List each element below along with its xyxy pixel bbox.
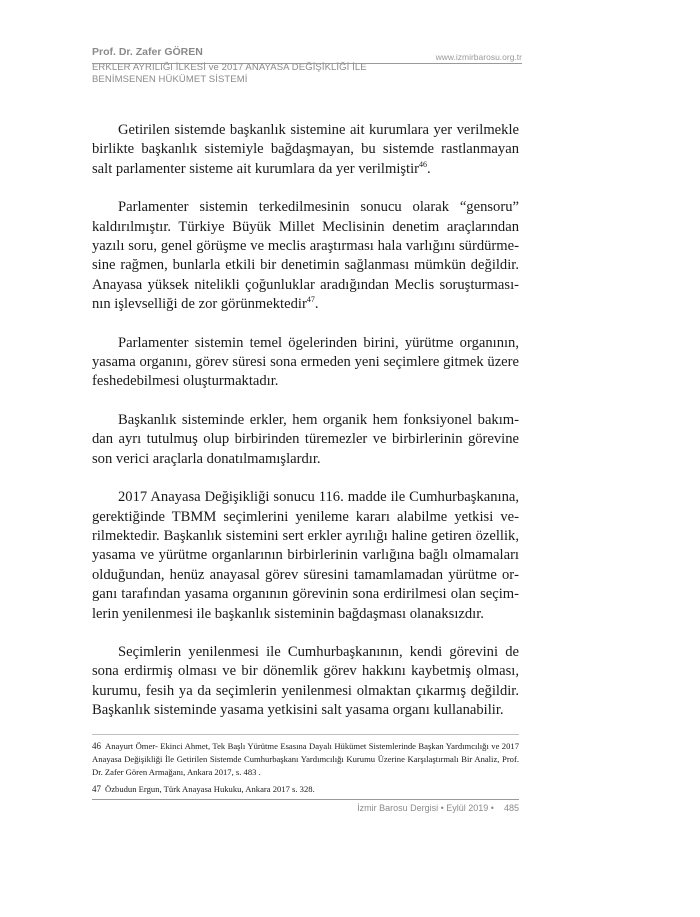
footnote-number: 46 [92,741,101,751]
running-header [92,46,522,86]
paragraph-4: Başkanlık sisteminde erkler, hem organik hem fonksiyonel bakımdan ayrı tutulmuş olup birbirinden türemezler ve birbirlerinin görevine son verici araçlarla donatılmamışlardır. [92,411,519,467]
header-title-line-2: BENİMSENEN HÜKÜMET SİSTEMİ [92,74,248,85]
footnote-text: Anayurt Ömer- Ekinci Ahmet, Tek Başlı Yürütme Esasına Dayalı Hükümet Sistemlerinde Başkan Yardımcılığı ve 2017 Anayasa Değişikliği İle Getirilen Sistemde Cumhurbaşkanı Yardımcılığı Kurumu Üzerine Karşılaştırmalı Bir Analiz, Prof. Dr. Zafer Gören Armağanı, Ankara 2017, s. 483 . [92,741,519,777]
footnote-47 [92,783,519,796]
footnote-separator [92,734,519,735]
article-body [92,121,519,740]
header-rule [92,63,522,64]
footer-meta [357,803,519,813]
footnote-text: Özbudun Ergun, Türk Anayasa Hukuku, Ankara 2017 s. 328. [105,784,315,794]
footnote-ref-47: 47 [306,295,315,305]
paragraph-2-text: Parlamenter sistemin terkedilmesinin sonucu olarak “gensoru” kaldırılmıştır. Türkiye Büyük Millet Meclisinin denetim araçlarından yazılı soru, genel görüşme ve meclis araştırması hala varlığını sürdürmesine rağmen, bunlarla etkili bir denetimin sağlanması mümkün değildir. Anayasa yüksek nitelikli çoğunluklar aradığından Meclis soruşturmasının işlevselliği de zor görünmektedir [92,199,519,313]
footnotes [92,740,519,800]
paragraph-1-tail: . [427,160,431,177]
paragraph-6: Seçimlerin yenilenmesi ile Cumhurbaşkanının, kendi görevini de sona erdirmiş olması ve bir dönemlik görev hakkını kaybetmiş olması, kurumu, fesih ya da seçimlerin yenilenmesi olmaktan çıkarmış değildir. Başkanlık sisteminde yasama yetkisini salt yasama organı kullanabilir. [92,643,519,719]
footer-rule [92,799,519,800]
paragraph-1-text: Getirilen sistemde başkanlık sistemine ait kurumlara yer verilmekle birlikte başkanlık sistemiyle bağdaşmayan, bu sistemde rastlanmayan salt parlamenter sisteme ait kurumlara da yer verilmiştir [92,122,519,177]
footnote-ref-46: 46 [419,159,428,169]
header-article-title [92,62,522,86]
header-title-line-1: ERKLER AYRILIĞI İLKESİ ve 2017 ANAYASA DEĞİŞİKLİĞİ İLE [92,62,367,73]
header-author: Prof. Dr. Zafer GÖREN [92,46,203,58]
header-website: www.izmirbarosu.org.tr [435,52,522,62]
paragraph-2-tail: . [314,296,319,313]
paragraph-2 [92,198,519,314]
footnote-46 [92,740,519,779]
paragraph-1 [92,121,519,179]
running-footer [92,799,519,813]
page-number: 485 [503,803,519,813]
footer-journal: İzmir Barosu Dergisi • Eylül 2019 • [357,803,494,813]
paragraph-5: 2017 Anayasa Değişikliği sonucu 116. madde ile Cumhurbaşkanına, gerektiğinde TBMM seçimlerini yenileme kararı alabilme yetkisi verilmektedir. Başkanlık sistemini sert erkler ayrılığı haline getiren özellik, yasama ve yürütme organlarının birbirlerinin varlığına bağlı olmamaları olduğundan, henüz anayasal görev süresini tamamlamadan yürütme organı tarafından yasama organının görevinin sona erdirilmesi olan seçimlerin yenilenmesi ile başkanlık sisteminin bağdaşması olanaksızdır. [92,489,519,622]
paragraph-3: Parlamenter sistemin temel ögelerinden birini, yürütme organının, yasama organını, görev süresi sona ermeden yeni seçimlere gitmek üzere feshedebilmesi oluşturmaktadır. [92,334,519,390]
footnote-number: 47 [92,784,101,794]
